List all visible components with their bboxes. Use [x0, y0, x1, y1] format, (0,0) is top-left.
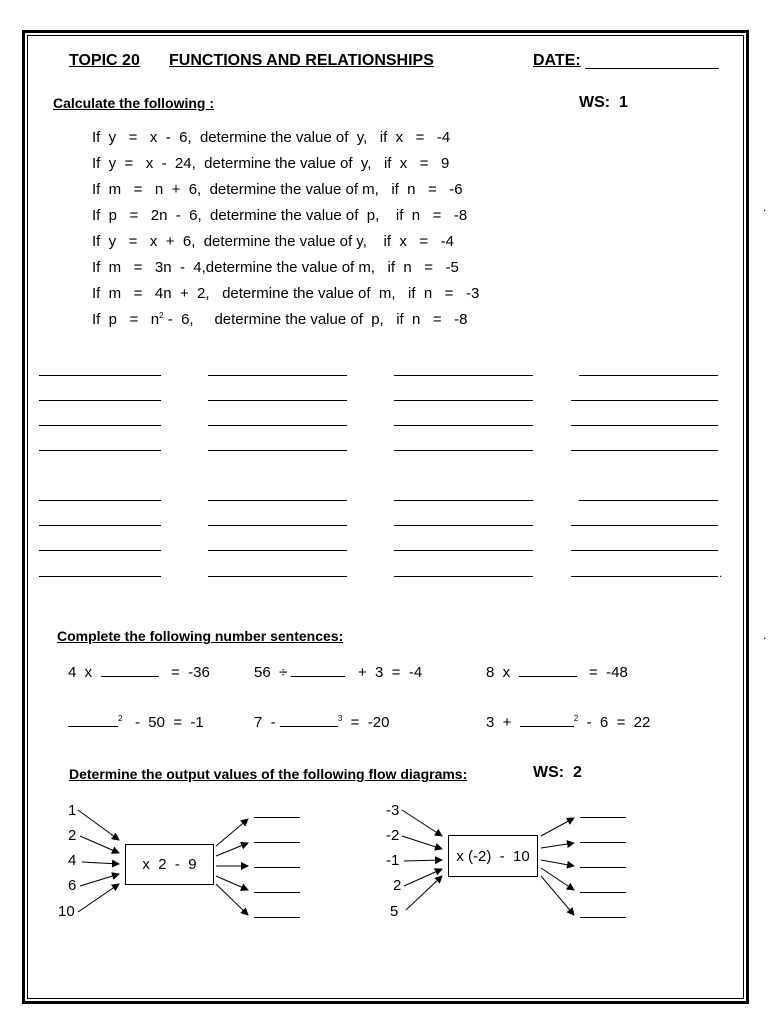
arrow [541, 843, 574, 848]
arrow [541, 818, 574, 836]
number-sentence-3: 8 x = -48 [486, 664, 628, 681]
arrow [82, 862, 119, 864]
worksheet-title: FUNCTIONS AND RELATIONSHIPS [169, 52, 434, 69]
diagram2-input: 2 [393, 877, 402, 894]
arrow [406, 876, 442, 910]
section1-heading: Calculate the following : [53, 95, 215, 111]
diagram2-input: 5 [390, 903, 399, 920]
number-sentence-1: 4 x = -36 [68, 664, 210, 681]
question-3: If m = n + 6, determine the value of m, if n = -6 [92, 181, 463, 198]
diagram2-input: -1 [386, 852, 400, 869]
diagram1-input: 2 [68, 827, 77, 844]
arrow [216, 884, 248, 915]
question-5: If y = x + 6, determine the value of y, if x = -4 [92, 233, 454, 250]
diagram1-rule-box: x 2 - 9 [125, 844, 214, 885]
question-1: If y = x - 6, determine the value of y, if x = -4 [92, 129, 451, 146]
diagram1-input: 10 [58, 903, 75, 920]
arrow [541, 876, 574, 915]
arrow [78, 810, 119, 840]
number-sentence-4: $^2$ - 50 = -1 [68, 712, 204, 731]
ws1-label: WS: 1 [579, 94, 628, 111]
question-4: If p = 2n - 6, determine the value of p, if n = -8 [92, 207, 468, 224]
question-7: If m = 4n + 2, determine the value of m, if n = -3 [92, 285, 480, 302]
diagram2-rule-box: x (-2) - 10 [448, 835, 538, 877]
arrow [404, 869, 442, 886]
diagram1-input: 1 [68, 802, 77, 819]
ws2-label: WS: 2 [533, 764, 582, 781]
diagram2-input: -2 [386, 827, 400, 844]
section2-heading: Complete the following number sentences: [57, 628, 344, 644]
arrow [216, 843, 248, 856]
number-sentence-5: 7 - $^3$ = -20 [254, 714, 390, 731]
question-2: If y = x - 24, determine the value of y, if x = 9 [92, 155, 450, 172]
date-label: DATE: [533, 52, 581, 69]
arrow [80, 874, 119, 886]
question-8: If $p = n^2 - 6$, determine the value of p, if n = -8 [92, 311, 468, 328]
arrow [402, 810, 442, 836]
margin-dot: . [763, 628, 767, 642]
arrow [78, 884, 119, 912]
arrow [402, 836, 442, 849]
topic-label: TOPIC 20 [69, 52, 140, 69]
arrow [404, 860, 442, 861]
arrow [216, 819, 248, 846]
arrow [216, 876, 248, 890]
number-sentence-2: 56 ÷ + 3 = -4 [254, 664, 423, 681]
margin-dot: . [763, 200, 767, 214]
section3-heading: Determine the output values of the following flow diagrams: [69, 766, 468, 782]
arrow [541, 860, 574, 866]
question-6: If m = 3n - 4,determine the value of m, if n = -5 [92, 259, 459, 276]
margin-dot: . [719, 566, 723, 580]
arrow [80, 836, 119, 853]
arrow [541, 868, 574, 890]
diagram1-input: 6 [68, 877, 77, 894]
number-sentence-6: 3 + $^2$ - 6 = 22 [486, 714, 651, 731]
diagram1-input: 4 [68, 852, 77, 869]
diagram2-input: -3 [386, 802, 400, 819]
